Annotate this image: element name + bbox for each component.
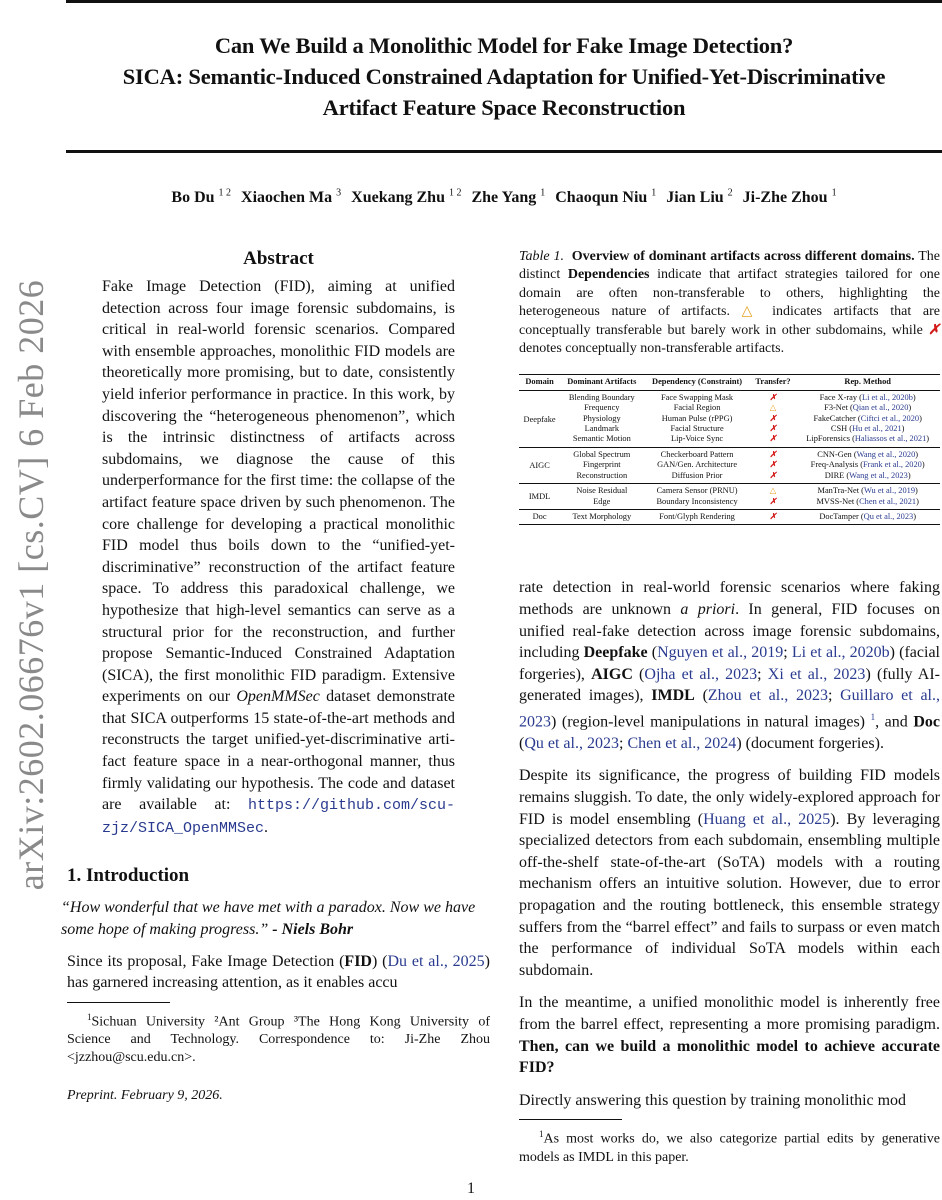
body-paragraph-4 [519, 1090, 940, 1112]
abstract-heading: Abstract [243, 248, 314, 269]
text: ). By leveraging specialized detectors from each subdomain, ensembling multiple off-the-shelf state-of-the-art (SoTA) models with a routing mechanism offers an intuitive solution. However, due to error propagation and the routing bottleneck, this ensemble strategy suffers from the “barrel effect” and fails to surpass or even match the performance of individual SoTA models within each subdomain. [519, 810, 940, 979]
artifact-cell: Fingerprint [582, 460, 621, 470]
title-top-rule [66, 0, 942, 3]
caption-text: The distinct [519, 249, 941, 283]
text: Directly answering this question by training monolithic mod [519, 1091, 907, 1109]
bold-term: FID [344, 952, 372, 970]
body-paragraph-1 [519, 577, 940, 754]
text: ; [757, 665, 768, 683]
dependency-cell: Facial Structure [670, 424, 724, 434]
citation-link[interactable]: Chen et al., 2024 [627, 734, 737, 752]
cross-icon: ✗ [769, 496, 777, 506]
citation-link[interactable]: Guillaro et al., 2023 [519, 687, 940, 731]
page-number: 1 [467, 1180, 475, 1197]
citation-link[interactable]: Ojha et al., 2023 [644, 665, 758, 683]
table-row [519, 424, 940, 434]
author-affiliation: 3 [336, 188, 342, 199]
text: ( [694, 687, 708, 705]
method-name: CSH [830, 424, 848, 434]
citation-link[interactable]: Nguyen et al., 2019 [657, 644, 784, 662]
cross-icon: ✗ [769, 511, 777, 521]
citation-link[interactable]: Wu et al., 2019 [863, 486, 916, 496]
table-row [519, 414, 940, 424]
citation-link[interactable]: Haliassos et al., 2021 [854, 434, 927, 444]
author-name: Bo Du [171, 189, 215, 207]
method-cell: LipForensics (Haliassos et al., 2021) [806, 434, 930, 444]
text: ) (region-level manipulations in natural images) [551, 713, 871, 731]
text: ; [618, 734, 628, 752]
abstract-end: . [264, 818, 269, 836]
col-header: Transfer? [751, 375, 796, 390]
preprint-notice: Preprint. February 9, 2026. [67, 1088, 223, 1104]
citation-link[interactable]: Li et al., 2020b [791, 644, 890, 662]
caption-bold: Dependencies [567, 267, 650, 283]
author [241, 189, 341, 206]
title-line-1: Can We Build a Monolithic Model for Fake Image Detection? [214, 33, 794, 58]
text: ( [632, 665, 645, 683]
method-cell: F3-Net (Qian et al., 2020) [824, 403, 912, 413]
method-name: FakeCatcher [813, 413, 856, 423]
dataset-name: OpenMMSec [236, 688, 320, 706]
artifact-table [519, 374, 940, 525]
dependency-cell: Boundary Inconsistency [656, 496, 738, 506]
cross-icon: ✗ [769, 424, 777, 434]
citation-link[interactable]: Huang et al., 2025 [703, 810, 831, 828]
col-header: Domain [519, 375, 560, 390]
table-row [519, 403, 940, 413]
text: rate detection in real-world forensic scenarios where faking methods are unknown [519, 579, 940, 618]
method-cell: FakeCatcher (Ciftci et al., 2020) [813, 413, 922, 423]
artifact-cell: Physiology [582, 413, 621, 423]
epigraph-quote [61, 897, 490, 940]
citation-link[interactable]: Wang et al., 2023 [849, 470, 908, 480]
title-line-2: SICA: Semantic-Induced Constrained Adaptation for Unified-Yet-Discriminative [122, 64, 886, 89]
cross-icon: ✗ [769, 413, 777, 423]
domain-cell: IMDL [528, 492, 551, 502]
footnote-divider [67, 1002, 170, 1003]
text: ; [783, 644, 792, 662]
imdl-footnote [519, 1125, 940, 1167]
author-affiliation: 1 2 [218, 188, 232, 199]
method-name: Freq-Analysis [810, 460, 859, 470]
artifact-cell: Text Morphology [572, 511, 632, 521]
author-name: Xuekang Zhu [351, 189, 445, 207]
text: ) (facial forgeries), [519, 644, 941, 683]
code-url-link[interactable]: https://github.com/scu-zjz/SICA_OpenMMSec [102, 797, 455, 837]
bold-term: Doc [913, 713, 941, 731]
text: . In general, FID focuses on unified real-fake detection across image forensic subdomains, including [519, 600, 941, 662]
citation-link[interactable]: Qu et al., 2023 [863, 511, 914, 521]
citation-link[interactable]: Li et al., 2020b [861, 392, 913, 402]
arxiv-stamp[interactable]: arXiv:2602.06676v1 [cs.CV] 6 Feb 2026 [11, 279, 51, 891]
method-name: DocTamper [819, 511, 859, 521]
cross-icon: ✗ [769, 470, 777, 480]
left-column [61, 248, 490, 1104]
method-name: DIRE [824, 470, 845, 480]
caption-text: denotes conceptually non-transferable artifacts. [519, 341, 785, 357]
quote-text: “How wonderful that we have met with a paradox. Now we have some hope of making progress.” [61, 899, 476, 939]
bold-term: Deepfake [583, 644, 648, 662]
dependency-cell: Checkerboard Pattern [660, 449, 734, 459]
cross-icon: ✗ [769, 434, 777, 444]
table-group-aigc [519, 447, 940, 483]
artifact-cell: Noise Residual [576, 486, 628, 496]
method-cell: Freq-Analysis (Frank et al., 2020) [810, 460, 925, 470]
col-header: Dominant Artifacts [560, 375, 643, 390]
method-name: ManTra-Net [817, 486, 860, 496]
citation-link[interactable]: Qian et al., 2020 [852, 403, 909, 413]
bold-term: AIGC [591, 665, 633, 683]
citation-link[interactable]: Du et al., 2025 [387, 952, 485, 970]
body-paragraph-2 [519, 765, 940, 981]
text: In the meantime, a unified monolithic model is inherently free from the barrel effect, representing a more promising paradigm. [519, 994, 940, 1033]
author-name: Xiaochen Ma [241, 189, 333, 207]
method-cell: DIRE (Wang et al., 2023) [824, 470, 911, 480]
method-cell: CSH (Hu et al., 2021) [830, 424, 905, 434]
title-bottom-rule [66, 150, 942, 153]
method-cell: CNN-Gen (Wang et al., 2020) [817, 449, 919, 459]
artifact-cell: Reconstruction [576, 470, 628, 480]
text: Despite its significance, the progress of building FID models remains sluggish. To date, the only widely-explored approach for FID is model ensembling ( [519, 767, 940, 828]
artifact-cell: Blending Boundary [568, 392, 635, 402]
cross-icon: ✗ [769, 460, 777, 470]
text: ( [647, 644, 658, 662]
table-row [519, 497, 940, 510]
table-row [519, 471, 940, 484]
text: , and [875, 713, 914, 731]
method-name: LipForensics [806, 434, 850, 444]
citation-link[interactable]: Frank et al., 2020 [863, 460, 922, 470]
body-paragraph-3 [519, 992, 940, 1078]
artifact-cell: Global Spectrum [573, 449, 631, 459]
method-cell: MVSS-Net (Chen et al., 2021) [816, 496, 919, 506]
affiliations-footnote [67, 1008, 490, 1068]
section-heading-introduction: 1. Introduction [67, 865, 190, 887]
table-row [519, 390, 940, 403]
abstract-text: Fake Image Detection (FID), aiming at unified detection across four image forensic subdomains, is critical in real-world forensic scenarios. Compared with ensemble approaches, monolithic FID models are theoretically more promising, but to date, consistently yield inferior performance in practice. In this work, by discovering the “heterogeneous phenomenon”, which is the intrinsic distinctness of artifacts across subdomains, we diagnose the cause of this underperformance for the first time: the collapse of the artifact feature space driven by such phenomenon. The core challenge for developing a practical monolithic FID model thus boils down to the “unified-yet-discriminative” reconstruction of the artifact feature space. To address this paradoxical challenge, we hypothesize that high-level semantics can serve as a structural prior for the reconstruction, and further propose Semantic-Induced Constrained Adaptation (SICA), the first monolithic FID paradigm. Extensive experiments on our [102, 278, 455, 706]
domain-cell: Doc [532, 511, 547, 521]
abstract-body [102, 276, 455, 839]
artifact-cell: Landmark [584, 424, 620, 434]
author-affiliation: 1 [540, 188, 546, 199]
author-name: Ji-Zhe Zhou [742, 189, 828, 207]
bold-term: IMDL [651, 687, 695, 705]
citation-link[interactable]: Ciftci et al., 2020 [860, 413, 920, 423]
table-group-doc [519, 509, 940, 524]
title-line-3: Artifact Feature Space Reconstruction [322, 95, 686, 120]
citation-link[interactable]: Hu et al., 2021 [852, 424, 902, 434]
footnote-ref-link[interactable]: 1 [870, 711, 876, 722]
paper-title [66, 30, 942, 123]
table-group-deepfake [519, 390, 940, 447]
method-name: CNN-Gen [817, 449, 852, 459]
table-row [519, 447, 940, 460]
table-row [519, 460, 940, 470]
author-list [66, 188, 942, 207]
footnote-text: As most works do, we also categorize partial edits by generative models as IMDL in this paper. [519, 1131, 940, 1165]
table-group-imdl [519, 484, 940, 510]
table-row [519, 484, 940, 497]
footnote-mark: 1 [87, 1011, 92, 1022]
triangle-icon: △ [769, 486, 777, 496]
cross-icon: ✗ [769, 392, 777, 402]
footnote-text: Sichuan University ²Ant Group ³The Hong Kong University of Science and Technology. Correspondence to: Ji-Zhe Zhou <jzzhou@scu.edu.cn>. [67, 1014, 490, 1066]
author-name: Jian Liu [666, 189, 724, 207]
triangle-icon: △ [769, 403, 777, 413]
cross-icon: ✗ [928, 322, 940, 338]
citation-link[interactable]: Xi et al., 2023 [767, 665, 866, 683]
text: ) ( [371, 952, 388, 970]
artifact-cell: Frequency [584, 403, 620, 413]
citation-link[interactable]: Chen et al., 2021 [859, 496, 917, 506]
citation-link[interactable]: Wang et al., 2020 [856, 449, 916, 459]
author-affiliation: 2 [727, 188, 733, 199]
table-header-row [519, 375, 940, 390]
method-cell: Face X-ray (Li et al., 2020b) [819, 392, 916, 402]
citation-link[interactable]: Qu et al., 2023 [524, 734, 619, 752]
table-row [519, 509, 940, 524]
citation-link[interactable]: Zhou et al., 2023 [707, 687, 828, 705]
caption-text: indicate that artifact strategies tailored for one domain are often non-transferable to others, highlighting the heterogeneous nature of artifacts. [519, 267, 940, 320]
right-column [519, 248, 940, 1167]
table-label: Table 1. [519, 249, 564, 264]
caption-bold: Overview of dominant artifacts across different domains. [571, 249, 915, 264]
author [471, 189, 545, 206]
artifact-cell: Semantic Motion [572, 434, 631, 444]
abstract-text-2: dataset demonstrate that SICA outperforms 15 state-of-the-art methods and reconstructs the target unified-yet-discriminative artifact feature space in a near-orthogonal manner, thus firmly validating our hypothesis. The code and dataset are available at: [102, 688, 455, 814]
dependency-cell: GAN/Gen. Architecture [657, 460, 738, 470]
dependency-cell: Diffusion Prior [671, 470, 723, 480]
table-caption [519, 248, 940, 358]
dependency-cell: Font/Glyph Rendering [659, 511, 735, 521]
caption-text: indicates artifacts that are conceptually transferable but barely work in other subdomains, while [519, 304, 940, 338]
text: ; [827, 687, 841, 705]
domain-cell: Deepfake [523, 414, 556, 424]
author-name: Chaoqun Niu [555, 189, 648, 207]
dependency-cell: Human Pulse (rPPG) [661, 413, 733, 423]
text: Since its proposal, Fake Image Detection ( [67, 952, 345, 970]
domain-cell: AIGC [529, 461, 550, 471]
table-row [519, 434, 940, 447]
author-affiliation: 1 [831, 188, 837, 199]
footnote-divider [519, 1119, 622, 1120]
bold-term: Then, can we build a monolithic model to achieve accurate FID? [519, 1037, 940, 1077]
col-header: Dependency (Constraint) [643, 375, 750, 390]
cross-icon: ✗ [769, 449, 777, 459]
dependency-cell: Face Swapping Mask [661, 392, 734, 402]
intro-paragraph-1 [67, 951, 490, 994]
author [351, 189, 461, 206]
author-affiliation: 1 [651, 188, 657, 199]
triangle-icon: △ [741, 304, 761, 320]
dependency-cell: Facial Region [673, 403, 721, 413]
text: ( [519, 734, 525, 752]
text: ) (fully AI-generated images), [519, 665, 941, 705]
italic-term: a priori [680, 600, 736, 618]
method-name: F3-Net [824, 403, 848, 413]
dependency-cell: Camera Sensor (PRNU) [656, 486, 738, 496]
dependency-cell: Lip-Voice Sync [670, 434, 724, 444]
method-cell: DocTamper (Qu et al., 2023) [819, 511, 916, 521]
footnote-mark: 1 [539, 1129, 544, 1140]
col-header: Rep. Method [795, 375, 940, 390]
artifact-cell: Edge [593, 496, 611, 506]
author-affiliation: 1 2 [448, 188, 462, 199]
method-cell: ManTra-Net (Wu et al., 2019) [817, 486, 918, 496]
author [743, 189, 837, 206]
author [666, 189, 732, 206]
method-name: Face X-ray [819, 392, 858, 402]
author [555, 189, 656, 206]
text: ) (document forgeries). [736, 734, 884, 752]
author [171, 189, 231, 206]
text: ) has garnered increasing attention, as it enables accu [67, 952, 490, 992]
method-name: MVSS-Net [816, 496, 855, 506]
author-name: Zhe Yang [471, 189, 537, 207]
quote-author: - Niels Bohr [268, 921, 354, 939]
